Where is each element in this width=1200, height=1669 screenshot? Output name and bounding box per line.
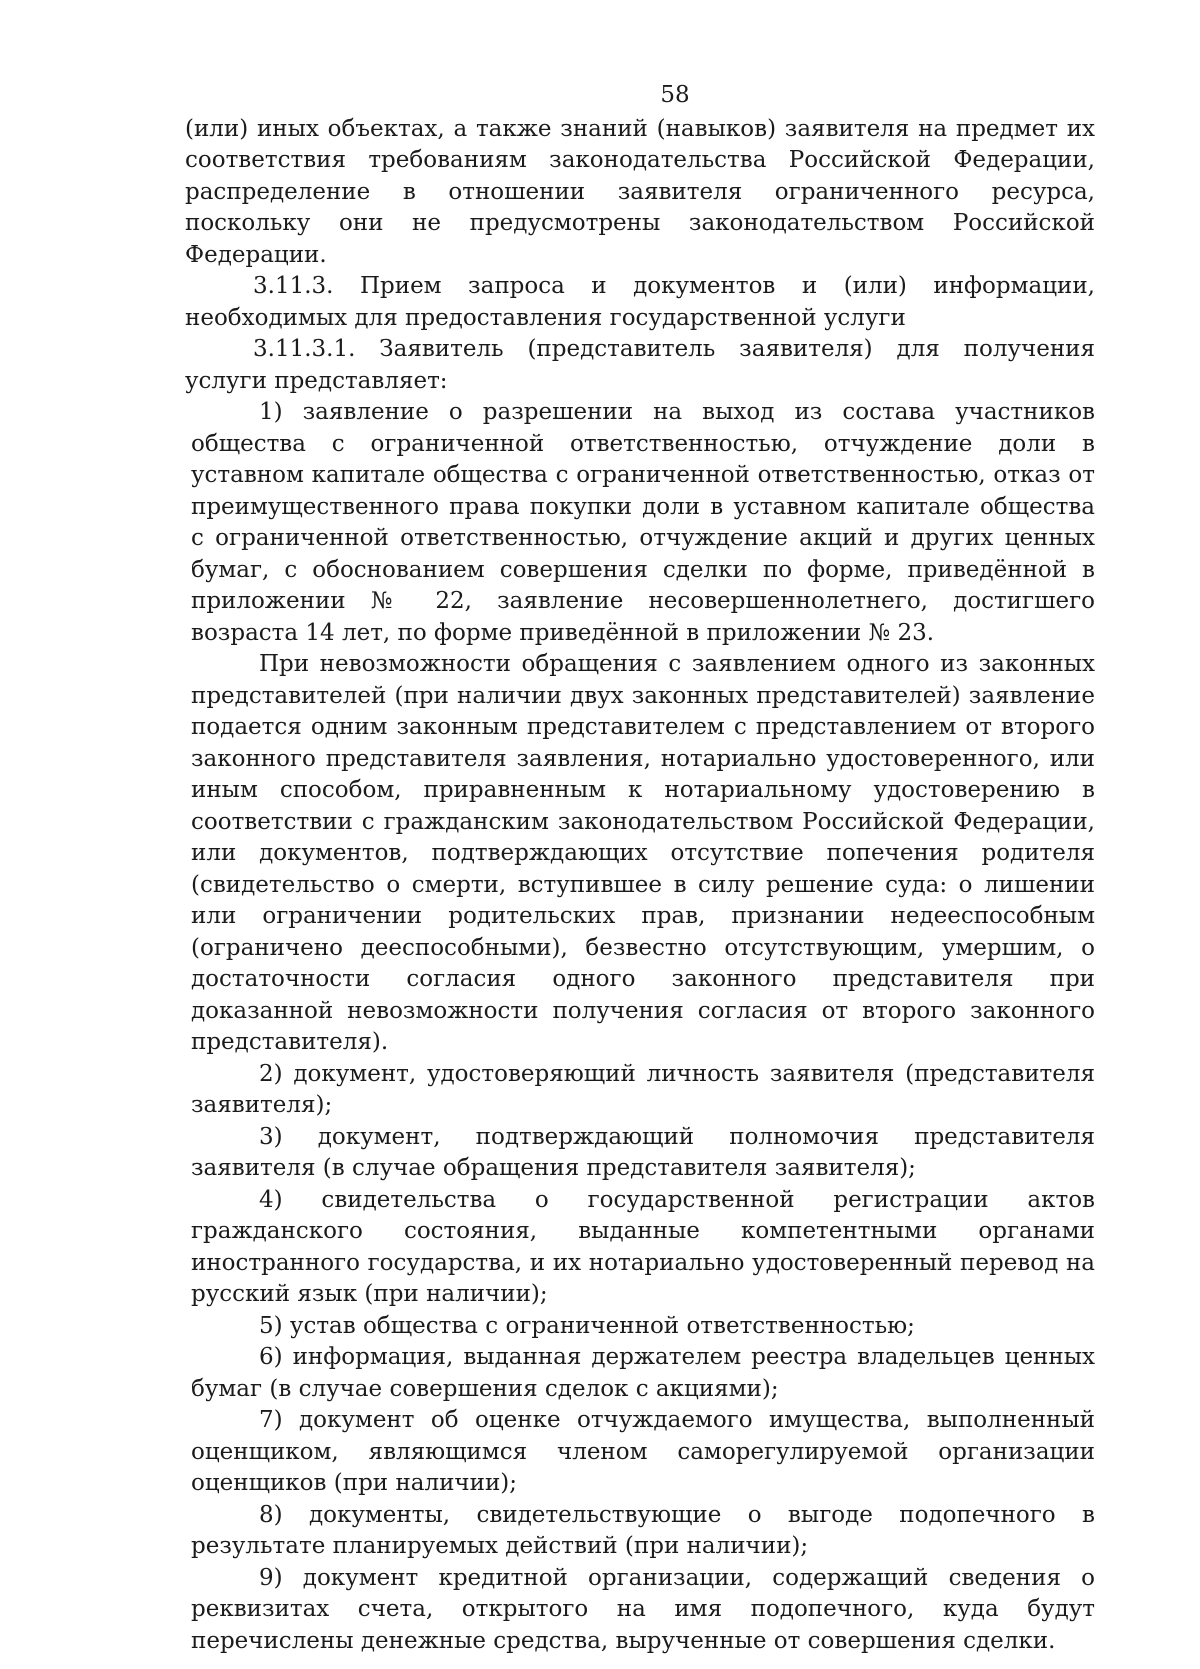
list-item: 9) документ кредитной организации, содержащий сведения о реквизитах счета, открытого на имя подопечного, куда будут перечислены денежные средства, вырученные от совершения сделки. xyxy=(191,1564,1095,1654)
paragraph-legal-representatives: При невозможности обращения с заявлением одного из законных представителей (при наличии двух законных представителей) заявление подается одним законным представителем с представлением от второго законного представителя заявления, нотариально удостоверенного, или иным способом, приравненным к нотариальному удостоверению в соответствии с гражданским законодательством Российской Федерации, или документов, подтверждающих отсутствие попечения родителя (свидетельство о смерти, вступившее в силу решение суда: о лишении или ограничении родительских прав, признании недееспособным (ограничено дееспособными), безвестно отсутствующим, умершим, о достаточности согласия одного законного представителя при доказанной невозможности получения согласия от второго законного представителя). xyxy=(191,651,1095,1055)
section-3-11-3-1-intro: 3.11.3.1. Заявитель (представитель заявителя) для получения услуги представляет: xyxy=(185,336,1095,394)
paragraph-continuation: (или) иных объектах, а также знаний (навыков) заявителя на предмет их соответствия требованиям законодательства Российской Федерации, распределение в отношении заявителя ограниченного ресурса, поскольку они не предусмотрены законодательством Российской Федерации. xyxy=(185,115,1095,268)
list-item: 7) документ об оценке отчуждаемого имущества, выполненный оценщиком, являющимся членом саморегулируемой организации оценщиков (при наличии); xyxy=(191,1407,1095,1496)
list-item: 5) устав общества с ограниченной ответственностью; xyxy=(259,1312,915,1339)
document-list xyxy=(191,397,1095,1657)
list-item: 8) документы, свидетельствующие о выгоде подопечного в результате планируемых действий (при наличии); xyxy=(191,1501,1095,1559)
section-heading-3-11-3: 3.11.3. Прием запроса и документов и (или) информации, необходимых для предоставления государственной услуги xyxy=(185,273,1095,331)
list-item-1: 1) заявление о разрешении на выход из состава участников общества с ограниченной ответственностью, отчуждение доли в уставном капитале общества с ограниченной ответственностью, отказ от преимущественного права покупки доли в уставном капитале общества с ограниченной ответственностью, отчуждение акций и других ценных бумаг, с обоснованием совершения сделки по форме, приведённой в приложении № 22, заявление несовершеннолетнего, достигшего возраста 14 лет, по форме приведённой в приложении № 23. xyxy=(191,399,1095,646)
list-item: 2) документ, удостоверяющий личность заявителя (представителя заявителя); xyxy=(191,1060,1095,1118)
list-item: 3) документ, подтверждающий полномочия представителя заявителя (в случае обращения представителя заявителя); xyxy=(191,1123,1095,1181)
list-item: 4) свидетельства о государственной регистрации актов гражданского состояния, выданные компетентными органами иностранного государства, и их нотариально удостоверенный перевод на русский язык (при наличии); xyxy=(191,1186,1095,1307)
list-item: 6) информация, выданная держателем реестра владельцев ценных бумаг (в случае совершения сделок с акциями); xyxy=(191,1344,1095,1402)
page-number: 58 xyxy=(660,82,690,108)
document-page xyxy=(185,80,1095,1657)
